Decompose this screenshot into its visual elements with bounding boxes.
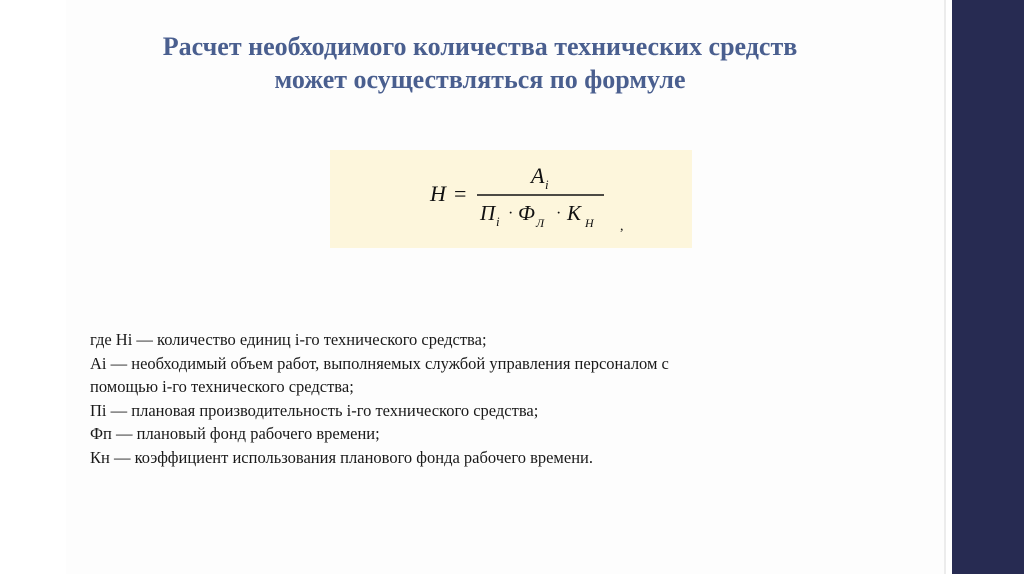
definitions-list	[90, 328, 890, 469]
formula-den-f-sub: Л	[536, 216, 545, 230]
definition-line: Кн — коэффициент использования планового фонда рабочего времени.	[90, 447, 593, 467]
definition-line: помощью i-го технического средства;	[90, 377, 354, 396]
formula-svg	[330, 150, 692, 248]
definition-line: где Hi — количество единиц i-го технического средства;	[90, 330, 487, 349]
formula-equals: =	[454, 181, 467, 206]
formula-box	[330, 150, 692, 248]
side-bar	[952, 0, 1024, 574]
formula-dot-1: ·	[508, 205, 514, 222]
formula-den-k-sub: Н	[585, 216, 594, 230]
definition-line: Пi — плановая производительность i-го технического средства;	[90, 400, 539, 420]
formula-den-p: П	[480, 201, 496, 225]
formula-lhs: H	[430, 181, 446, 206]
title-line-2: может осуществляться по формуле	[274, 65, 686, 94]
formula-den-k: К	[567, 201, 581, 225]
formula-numerator-sub: i	[545, 177, 549, 192]
formula-dot-2: ·	[556, 205, 562, 222]
formula-numerator: A	[531, 163, 545, 188]
title-line-1: Расчет необходимого количества технических средств	[162, 32, 798, 61]
formula-comma: ,	[620, 219, 624, 234]
definition-line: Ai — необходимый объем работ, выполняемых службой управления персоналом с	[90, 353, 669, 373]
formula-den-f: Ф	[518, 201, 535, 225]
slide-title	[0, 30, 960, 96]
formula-den-p-sub: i	[496, 214, 500, 229]
definition-line: Фп — плановый фонд рабочего времени;	[90, 424, 380, 443]
